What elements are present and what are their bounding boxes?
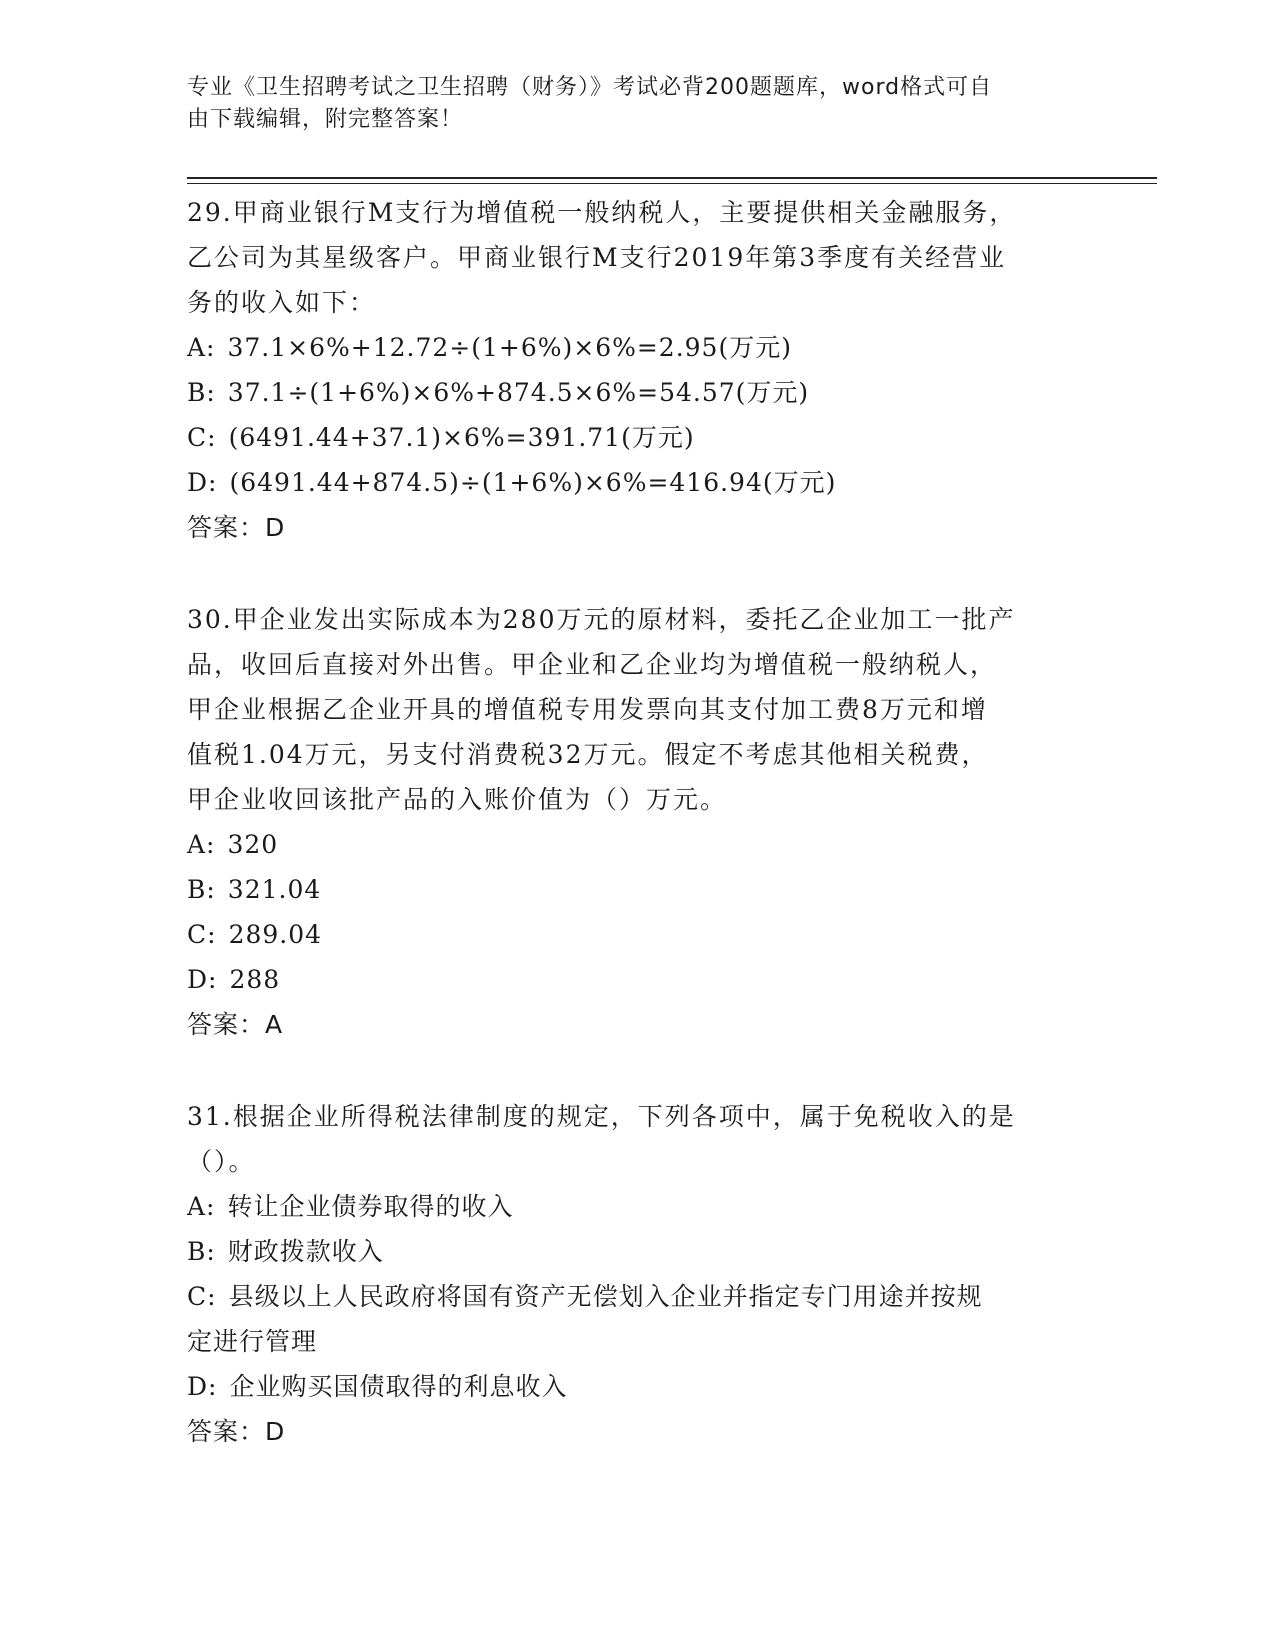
option-c [187,912,1087,957]
option-b [187,867,1087,912]
option-label: D: [187,1372,218,1401]
option-label: A: [187,830,216,859]
option-c [187,415,1087,460]
option-d [187,1364,1087,1409]
option-text: 县级以上人民政府将国有资产无偿划入企业并指定专门用途并按规 [228,1282,983,1311]
question-stem-line: 31.根据企业所得税法律制度的规定，下列各项中，属于免税收入的是 [187,1102,1016,1131]
question-stem-line: 甲企业收回该批产品的入账价值为（）万元。 [187,785,728,814]
option-a [187,822,1087,867]
question-29 [187,190,1087,550]
option-text: (6491.44+874.5)÷(1+6%)×6%=416.94(万元) [229,468,837,497]
spacer [187,550,1087,597]
option-d [187,957,1087,1002]
header-line-2: 由下载编辑，附完整答案！ [187,107,464,132]
option-text: 转让企业债券取得的收入 [227,1192,514,1221]
option-label: C: [187,1282,217,1311]
question-stem-line: 30.甲企业发出实际成本为280万元的原材料，委托乙企业加工一批产 [187,605,1016,634]
page-header [187,72,1067,136]
answer-line: 答案：D [187,513,286,542]
question-30 [187,597,1087,1047]
answer-line: 答案：A [187,1010,284,1039]
option-label: B: [187,875,216,904]
option-label: C: [187,423,217,452]
header-line-1: 专业《卫生招聘考试之卫生招聘（财务）》考试必背200题题库，word格式可自 [187,75,993,100]
option-label: A: [187,1192,216,1221]
option-d [187,460,1087,505]
header-divider-thin [187,183,1157,184]
option-text: 财政拨款收入 [227,1237,384,1266]
option-c-continuation: 定进行管理 [187,1327,318,1356]
question-stem-line: 乙公司为其星级客户。甲商业银行M支行2019年第3季度有关经营业 [187,243,1007,272]
option-label: D: [187,965,218,994]
option-text: 288 [229,965,281,994]
question-31 [187,1094,1087,1454]
question-stem-line: 值税1.04万元，另支付消费税32万元。假定不考虑其他相关税费， [187,740,989,769]
option-text: 321.04 [227,875,322,904]
option-label: C: [187,920,217,949]
spacer [187,1047,1087,1094]
option-text: (6491.44+37.1)×6%=391.71(万元) [228,423,695,452]
question-stem-line: 29.甲商业银行M支行为增值税一般纳税人，主要提供相关金融服务， [187,198,1017,227]
option-label: D: [187,468,218,497]
question-list [187,190,1087,1454]
question-stem-line: 务的收入如下： [187,288,377,317]
option-text: 37.1×6%+12.72÷(1+6%)×6%=2.95(万元) [227,333,792,362]
option-a [187,1184,1087,1229]
question-stem-line: （）。 [187,1147,256,1176]
option-text: 289.04 [228,920,323,949]
option-label: B: [187,378,216,407]
option-label: A: [187,333,216,362]
option-label: B: [187,1237,216,1266]
option-b [187,1229,1087,1274]
header-divider-thick [187,177,1157,179]
option-c [187,1274,1087,1319]
option-a [187,325,1087,370]
option-b [187,370,1087,415]
option-text: 37.1÷(1+6%)×6%+874.5×6%=54.57(万元) [227,378,810,407]
question-stem-line: 品，收回后直接对外出售。甲企业和乙企业均为增值税一般纳税人， [187,650,998,679]
answer-line: 答案：D [187,1417,286,1446]
question-stem-line: 甲企业根据乙企业开具的增值税专用发票向其支付加工费8万元和增 [187,695,988,724]
option-text: 320 [227,830,279,859]
option-text: 企业购买国债取得的利息收入 [229,1372,568,1401]
